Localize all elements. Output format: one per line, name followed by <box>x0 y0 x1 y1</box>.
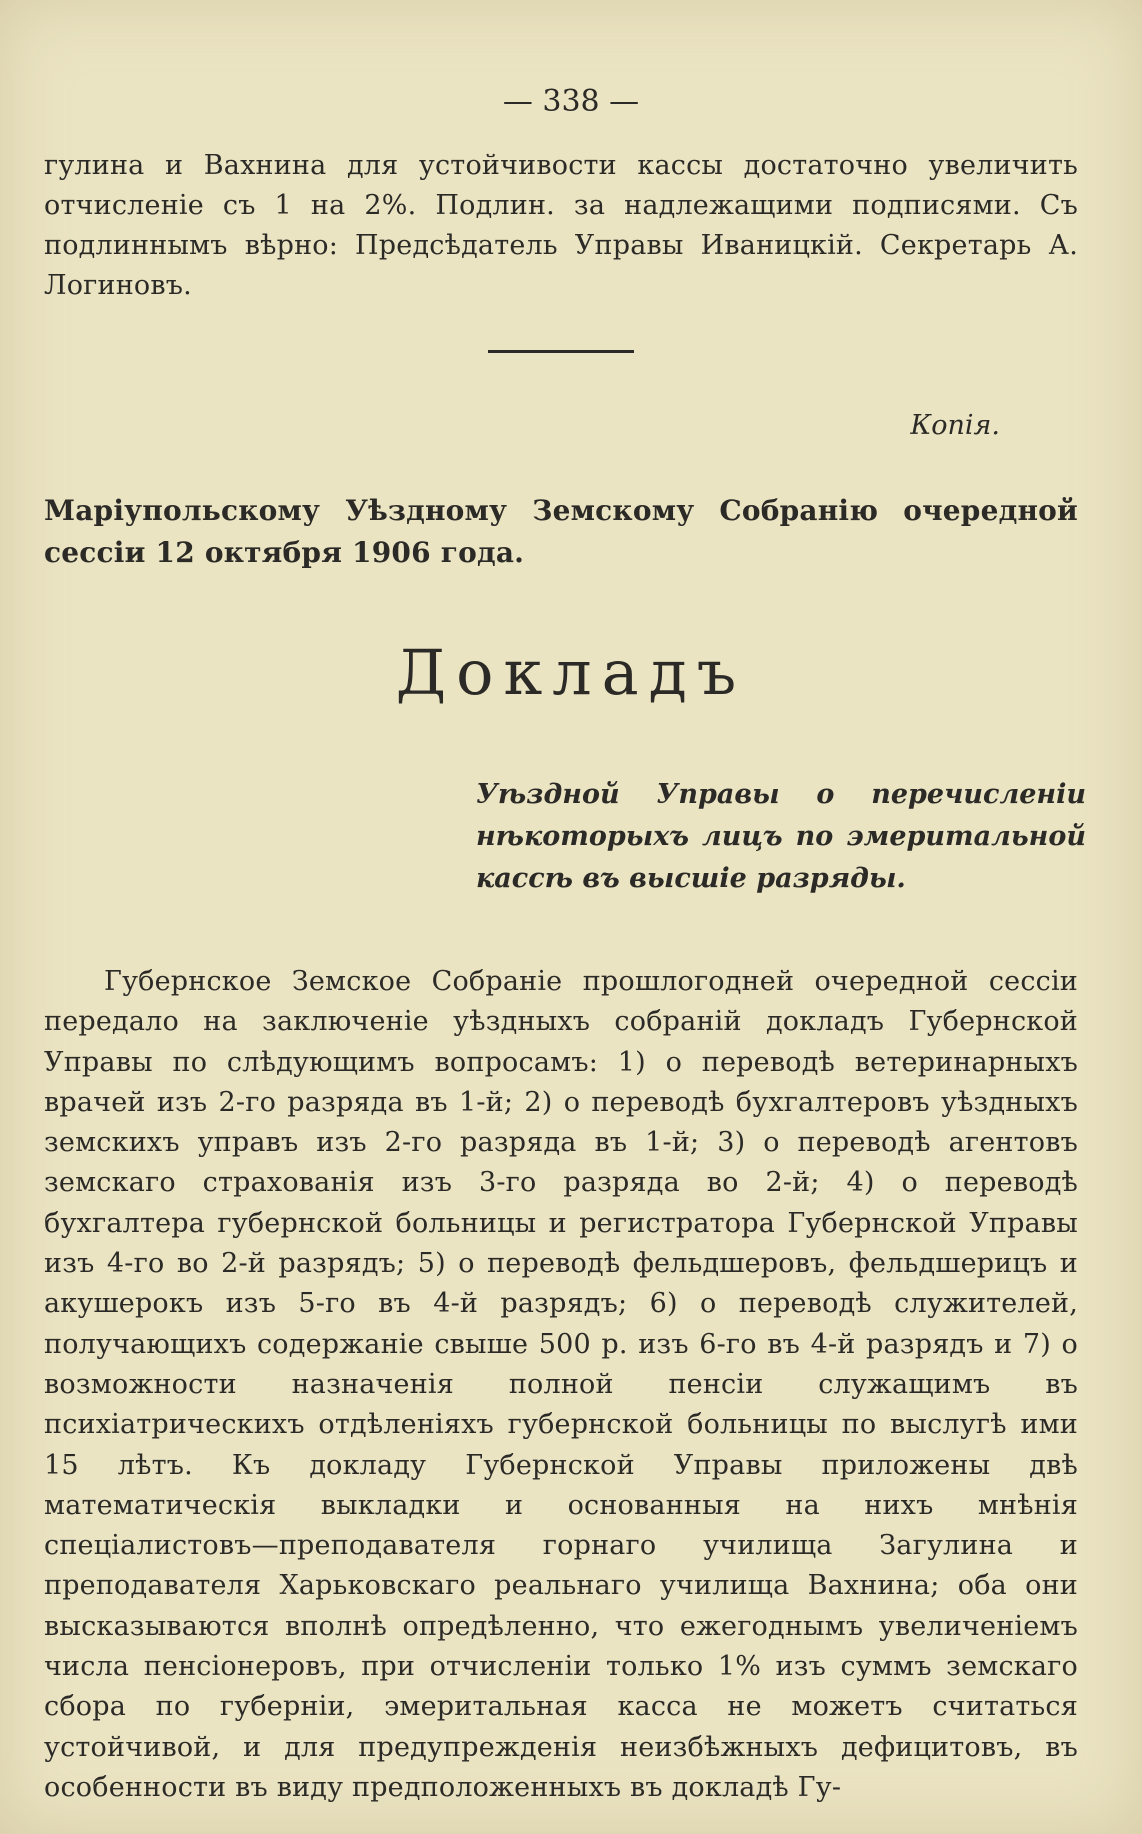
document-title: Докладъ <box>395 636 747 709</box>
copy-label: Копія. <box>910 410 1000 441</box>
address-heading: Маріупольскому Уѣздному Земскому Собранію очередной сессіи 12 октября 1906 года. <box>44 494 1078 569</box>
main-paragraph <box>44 962 1078 1808</box>
document-subtitle: Уѣздной Управы о перечисленіи нѣкоторыхъ лицъ по эмеритальной кассѣ въ высшіе разряды. <box>476 779 1086 894</box>
continued-paragraph <box>44 146 1078 306</box>
page-number: — 338 — <box>502 84 640 119</box>
continued-paragraph-text: гулина и Вахнина для устойчивости кассы достаточно увеличить отчисленіе съ 1 на 2%. Подлин. за надлежащими подписями. Съ подлиннымъ вѣрно: Предсѣдатель Управы Иваницкій. Секретарь А. Логиновъ. <box>44 150 1078 301</box>
section-divider <box>488 350 634 353</box>
main-paragraph-text: Губернское Земское Собраніе прошлогодней очередной сессіи передало на заключеніе уѣздныхъ собраній докладъ Губернской Управы по слѣдующимъ вопросамъ: 1) о переводѣ ветеринарныхъ врачей изъ 2-го разряда въ 1-й; 2) о переводѣ бухгалтеровъ уѣздныхъ земскихъ управъ изъ 2-го разряда въ 1-й; 3) о переводѣ агентовъ земскаго страхованія изъ 3-го разряда во 2-й; 4) о переводѣ бухгалтера губернской больницы и регистратора Губернской Управы изъ 4-го во 2-й разрядъ; 5) о переводѣ фельдшеровъ, фельдшерицъ и акушерокъ изъ 5-го въ 4-й разрядъ; 6) о переводѣ служителей, получающихъ содержаніе свыше 500 р. изъ 6-го въ 4-й разрядъ и 7) о возможности назначенія полной пенсіи служащимъ въ психіатрическихъ отдѣленіяхъ губернской больницы по выслугѣ ими 15 лѣтъ. Къ докладу Губернской Управы приложены двѣ математическія выкладки и основанныя на нихъ мнѣнія спеціалистовъ—преподавателя горнаго училища Загулина и преподавателя Харьковскаго реальнаго училища Вахнина; оба они высказываются вполнѣ опредѣленно, что ежегоднымъ увеличеніемъ числа пенсіонеровъ, при отчисленіи только 1% изъ суммъ земскаго сбора по губерніи, эмеритальная касса не можетъ считаться устойчивой, и для предупрежденія неизбѣжныхъ дефицитовъ, въ особенности въ виду предположенныхъ въ докладѣ Гу- <box>44 966 1078 1803</box>
